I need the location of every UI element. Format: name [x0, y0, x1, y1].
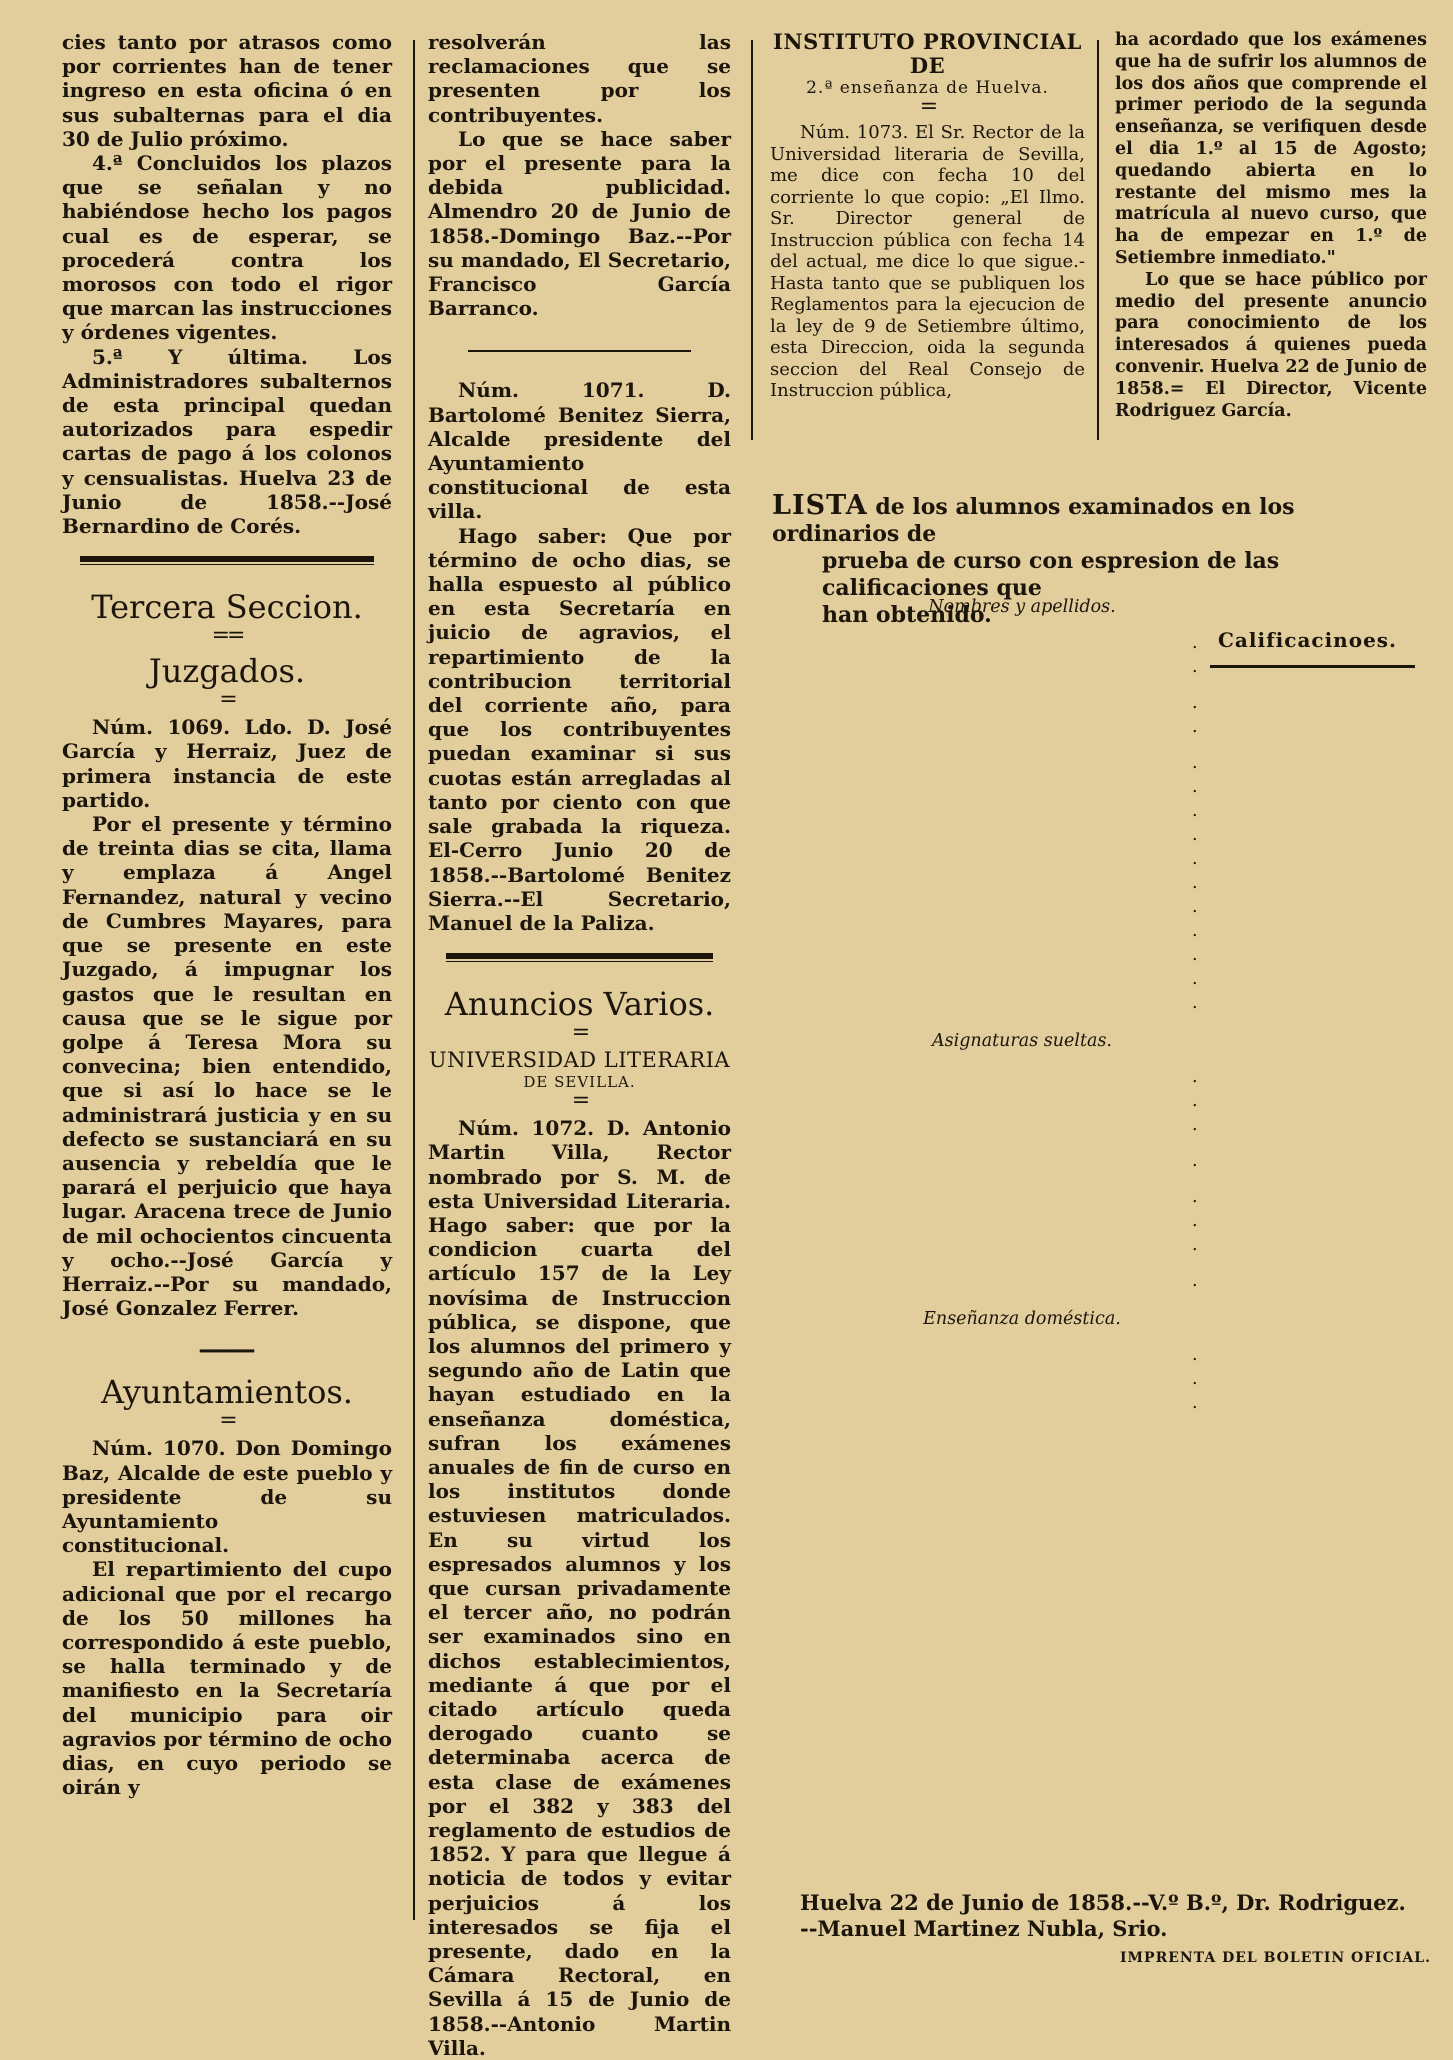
row-dot: . — [1192, 717, 1198, 737]
table-row — [772, 895, 1432, 919]
table-row — [772, 1089, 1432, 1113]
table-row — [772, 823, 1432, 847]
paragraph-5: 5.ª Y última. Los Administradores subalternos de esta principal quedan autorizados para espedir cartas de pago á los colonos y censualistas. Huelva 23 de Junio de 1858.--José Bernardino de Corés. — [62, 344, 392, 539]
institute-title: INSTITUTO PROVINCIAL DE — [773, 29, 1082, 78]
university-subtitle: DE SEVILLA. — [523, 1073, 636, 1092]
exam-results-list — [772, 595, 1432, 1415]
row-dot: . — [1192, 633, 1198, 653]
row-dot: . — [1192, 801, 1198, 821]
table-row — [772, 1149, 1432, 1173]
imprenta-credit: IMPRENTA DEL BOLETIN OFICIAL. — [1120, 1950, 1431, 1966]
notice-1071-body: Hago saber: Que por término de ocho dias, se halla espuesto al público en esta Secretaría en juicio de agravios, el repartimiento de la contribucion territorial del corriente año, para que los contribuyentes puedan examinar si sus cuotas están arregladas al tanto por ciento con que sale grabada la riqueza. El-Cerro Junio 20 de 1858.--Bartolomé Benitez Sierra.--El Secretario, Manuel de la Paliza. — [428, 523, 731, 935]
institute-subtitle: 2.ª enseñanza de Huelva. — [806, 78, 1049, 98]
row-dot: . — [1192, 1345, 1198, 1365]
row-dot: . — [1192, 657, 1198, 677]
notice-1072-body: Núm. 1072. D. Antonio Martin Villa, Rector nombrado por S. M. de esta Universidad Literaria. Hago saber: que por la condicion cuarta del artículo 157 de la Ley novísima de Instruccion pública, se dispone, que los alumnos del primero y segundo año de Latin que hayan estudiado en la enseñanza doméstica, sufran los exámenes anuales de fin de curso en los institutos donde estuviesen matriculados. En su virtud los espresados alumnos y los que cursan privadamente el tercer año, no podrán ser examinados sino en dichos establecimientos, mediante á que por el citado artículo queda derogado cuanto se determinaba acerca de esta clase de exámenes por el 382 y 383 del reglamento de estudios de 1852. Y para que llegue á noticia de todos y evitar perjuicios á los interesados se fija el presente, dado en la Cámara Rectoral, en Sevilla á 15 de Junio de 1858.--Antonio Martin Villa. — [428, 1116, 731, 2060]
footer-line-2: --Manuel Martinez Nubla, Srio. — [800, 1916, 1168, 1941]
column-2 — [428, 30, 731, 2060]
row-dot: . — [1192, 1235, 1198, 1255]
table-row — [772, 775, 1432, 799]
row-dot: . — [1192, 1115, 1198, 1135]
subsection-title: Juzgados. — [148, 652, 306, 691]
column-1 — [62, 30, 392, 1799]
table-row — [772, 799, 1432, 823]
table-row — [772, 691, 1432, 715]
row-dot: . — [1192, 993, 1198, 1013]
column-divider — [1097, 40, 1099, 440]
table-row — [772, 1065, 1432, 1089]
row-dot: . — [1192, 1271, 1198, 1291]
table-row — [772, 919, 1432, 943]
column-divider — [413, 40, 415, 1920]
list-title-rest: de los alumnos examinados en los ordinarios de — [772, 494, 1295, 547]
domestica-header: Enseñanza doméstica. — [923, 1309, 1121, 1329]
section-rule-thin — [446, 961, 713, 962]
ornament-divider: ━━━━━ — [199, 1341, 255, 1363]
list-title-word: LISTA — [772, 490, 868, 521]
column-4 — [1115, 30, 1427, 422]
row-dot: . — [1192, 1211, 1198, 1231]
column-divider — [751, 40, 753, 440]
row-dot: . — [1192, 1187, 1198, 1207]
names-header: Nombres y apellidos. — [928, 597, 1116, 617]
grades-header: Calificacinoes. — [1218, 628, 1398, 652]
row-dot: . — [1192, 1091, 1198, 1111]
row-dot: . — [1192, 849, 1198, 869]
table-row — [772, 847, 1432, 871]
row-dot: . — [1192, 897, 1198, 917]
table-row — [772, 1391, 1432, 1415]
notice-rule — [468, 350, 691, 352]
row-dot: . — [1192, 1151, 1198, 1171]
table-row — [772, 751, 1432, 775]
sueltas-header: Asignaturas sueltas. — [932, 1031, 1112, 1051]
section-title-anuncios: Anuncios Varios. — [444, 985, 715, 1024]
list-title-line2: prueba de curso con espresion de las calificaciones que — [822, 548, 1280, 601]
equals-divider: = — [919, 94, 936, 119]
section-rule-thin — [80, 564, 374, 565]
section-title: Tercera Seccion. — [91, 588, 363, 627]
notice-1073-closing: Lo que se hace público por medio del presente anuncio para conocimiento de los interesados á quienes pueda convenir. Huelva 22 de Junio de 1858.= El Director, Vicente Rodriguez García. — [1115, 269, 1427, 421]
table-row — [772, 1367, 1432, 1391]
row-dot: . — [1192, 921, 1198, 941]
table-row — [772, 1233, 1432, 1257]
notice-1070-heading: Núm. 1070. Don Domingo Baz, Alcalde de este pueblo y presidente de su Ayuntamiento constitucional. — [62, 1436, 392, 1558]
paragraph-4: 4.ª Concluidos los plazos que se señalan y no habiéndose hecho los pagos cual es de esperar, se procederá contra los morosos con todo el rigor que marcan las instrucciones y órdenes vigentes. — [62, 151, 392, 345]
row-dot: . — [1192, 1369, 1198, 1389]
list-footer — [800, 1890, 1430, 1942]
table-row — [772, 1185, 1432, 1209]
row-dot: . — [1192, 1393, 1198, 1413]
section-rule — [446, 953, 713, 959]
notice-1069-body: Por el presente y término de treinta dias se cita, llama y emplaza á Angel Fernandez, natural y vecino de Cumbres Mayares, para que se presente en este Juzgado, á impugnar los gastos que le resultan en causa que se le sigue por golpe á Teresa Mora su convecina; bien entendido, que si así lo hace se le administrará justicia y en su defecto se sustanciará en su ausencia y rebeldía que le parará el perjuicio que haya lugar. Aracena trece de Junio de mil ochocientos cincuenta y ocho.--José García y Herraiz.--Por su mandado, José Gonzalez Ferrer. — [62, 812, 392, 1321]
row-dot: . — [1192, 1067, 1198, 1087]
table-row — [772, 1343, 1432, 1367]
row-dot: . — [1192, 753, 1198, 773]
footer-line-1: Huelva 22 de Junio de 1858.--V.º B.º, Dr. Rodriguez. — [800, 1890, 1406, 1915]
table-row — [772, 1209, 1432, 1233]
table-row — [772, 1269, 1432, 1293]
equals-divider: = — [219, 1408, 235, 1434]
table-row — [772, 991, 1432, 1015]
notice-1070-body: El repartimiento del cupo adicional que por el recargo de los 50 millones ha correspondido á este pueblo, se halla terminado y de manifiesto en la Secretaría del municipio para oir agravios por término de ocho dias, en cuyo periodo se oirán y — [62, 1557, 392, 1800]
university-title: UNIVERSIDAD LITERARIA — [428, 1048, 731, 1073]
list-title-line3: han obtenido. — [822, 602, 992, 628]
column-3 — [770, 30, 1085, 402]
equals-divider: = — [571, 1020, 588, 1046]
equals-divider: == — [211, 623, 243, 649]
paragraph-continued: cies tanto por atrasos como por corrientes han de tener ingreso en esta oficina ó en sus subalternas para el dia 30 de Julio próximo. — [62, 30, 392, 151]
paragraph-almendro: Lo que se hace saber por el presente para la debida publicidad. Almendro 20 de Junio de 1858.-Domingo Baz.--Por su mandado, El Secretario, Francisco García Barranco. — [428, 126, 731, 321]
table-row — [772, 1113, 1432, 1137]
row-dot: . — [1192, 825, 1198, 845]
row-dot: . — [1192, 945, 1198, 965]
table-row — [772, 871, 1432, 895]
table-row — [772, 631, 1432, 655]
section-rule — [80, 556, 374, 562]
row-dot: . — [1192, 873, 1198, 893]
notice-1073-body: Núm. 1073. El Sr. Rector de la Universidad literaria de Sevilla, me dice con fecha 10 del corriente lo que copio: „El Ilmo. Sr. Director general de Instruccion pública con fecha 14 del actual, me dice lo que sigue.- Hasta tanto que se publiquen los Reglamentos para la ejecucion de la ley de 9 de Setiembre último, esta Direccion, oida la segunda seccion del Real Consejo de Instruccion pública, — [770, 122, 1085, 401]
equals-divider: = — [571, 1088, 588, 1114]
table-row — [772, 715, 1432, 739]
table-row — [772, 655, 1432, 679]
table-row — [772, 967, 1432, 991]
row-dot: . — [1192, 969, 1198, 989]
row-dot: . — [1192, 777, 1198, 797]
notice-1069-heading: Núm. 1069. Ldo. D. José García y Herraiz, Juez de primera instancia de este partido. — [62, 715, 392, 812]
section-title-ayuntamientos: Ayuntamientos. — [101, 1373, 353, 1412]
notice-1071-heading: Núm. 1071. D. Bartolomé Benitez Sierra, Alcalde presidente del Ayuntamiento constitucional de esta villa. — [428, 378, 731, 524]
table-row — [772, 943, 1432, 967]
paragraph-continued: resolverán las reclamaciones que se presenten por los contribuyentes. — [428, 30, 731, 127]
row-dot: . — [1192, 693, 1198, 713]
notice-1073-continued: ha acordado que los exámenes que ha de sufrir los alumnos de los dos años que comprende el primer periodo de la segunda enseñanza, se verifiquen desde el dia 1.º al 15 de Agosto; quedando abierta en lo restante del mismo mes la matrícula al nuevo curso, que ha de empezar en 1.º de Setiembre inmediato." — [1115, 30, 1427, 268]
equals-divider: = — [219, 687, 235, 713]
